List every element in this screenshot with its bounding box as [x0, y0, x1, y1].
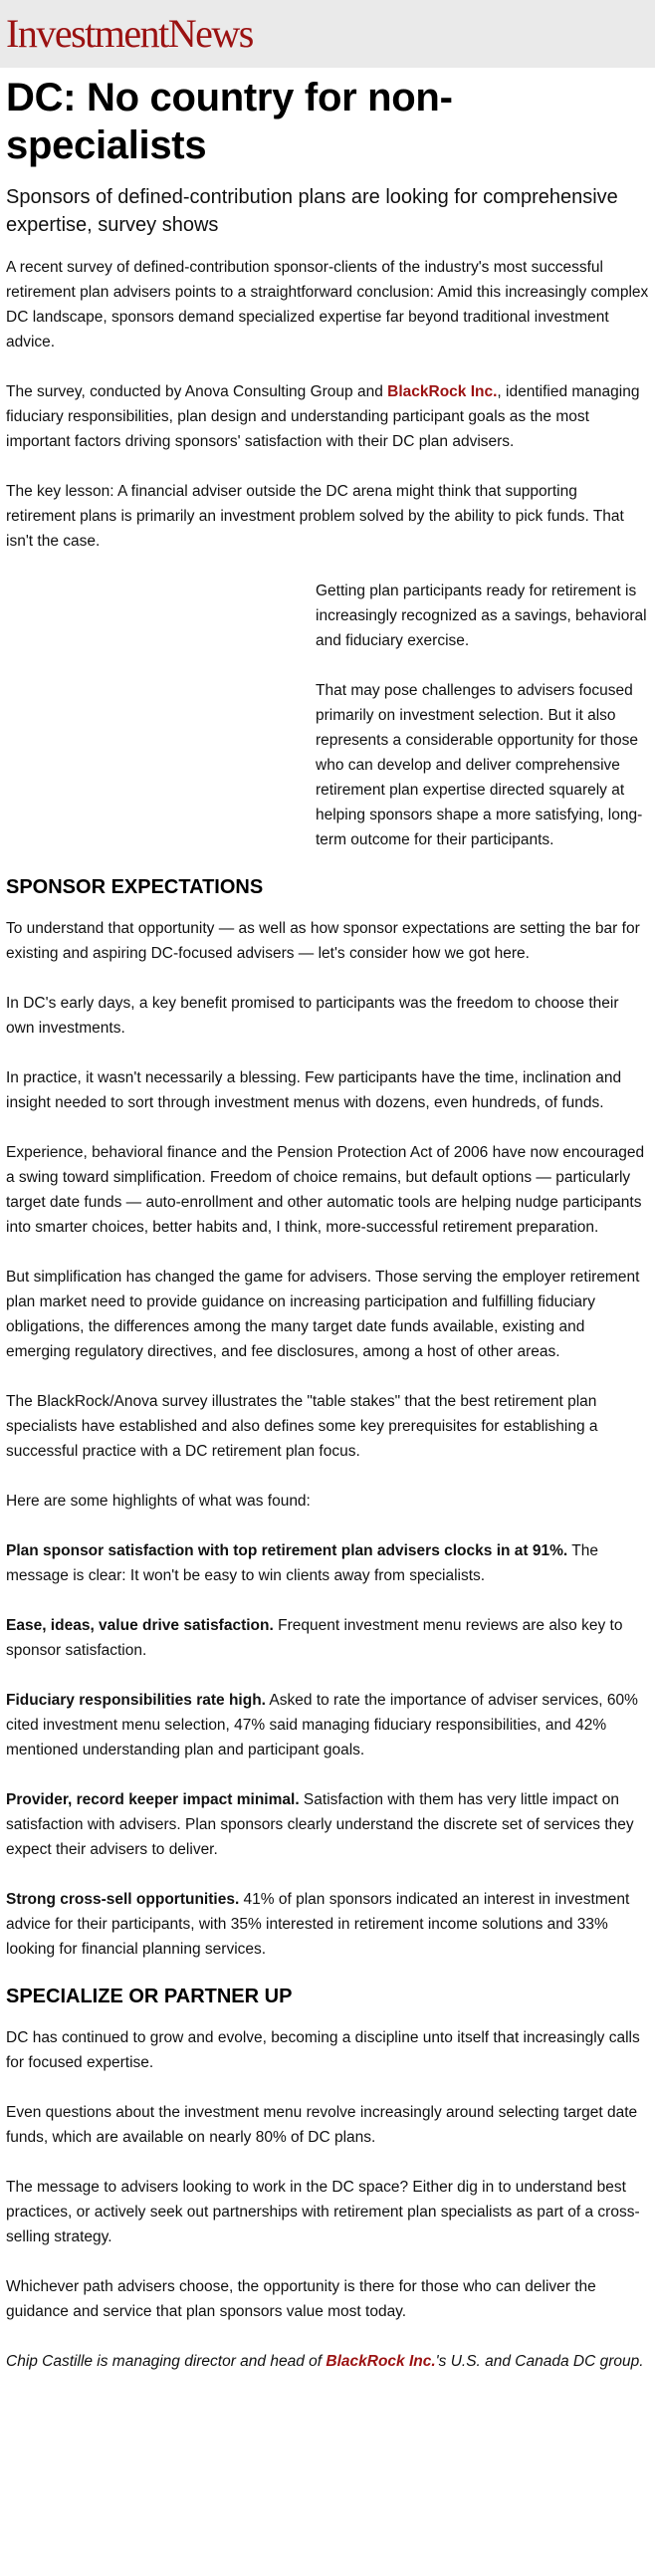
section1-paragraph: Here are some highlights of what was found:: [6, 1493, 311, 1510]
intro-paragraph-5: That may pose challenges to advisers focused primarily on investment selection. But it also represents a considerable opportunity for those who can develop and deliver comprehensive retirement plan expertise directed squarely at helping sponsors shape a more satisfying, long-term outcome for their participants.: [316, 682, 643, 848]
blackrock-company-link[interactable]: BlackRock Inc.: [387, 383, 498, 400]
section-heading-specialize-or-partner-up: SPECIALIZE OR PARTNER UP: [6, 1986, 293, 2007]
article-headline: DC: No country for non-specialists: [6, 76, 453, 167]
author-byline: [6, 2349, 649, 2374]
highlight-item: [6, 1787, 649, 1862]
highlight-lead: Ease, ideas, value drive satisfaction.: [6, 1617, 274, 1634]
section-heading-sponsor-expectations: SPONSOR EXPECTATIONS: [6, 876, 264, 898]
section1-paragraph: The BlackRock/Anova survey illustrates the "table stakes" that the best retirement plan specialists have established and also defines some key prerequisites for establishing a successful practice with a DC retirement plan focus.: [6, 1393, 598, 1460]
highlight-lead: Plan sponsor satisfaction with top retirement plan advisers clocks in at 91%.: [6, 1542, 568, 1559]
intro-text: The survey, conducted by Anova Consulting Group and: [6, 383, 388, 400]
section1-paragraph: Experience, behavioral finance and the Pension Protection Act of 2006 have now encouraged a swing toward simplification. Freedom of choice remains, but default options — particularly target date funds — auto-enrollment and other automatic tools are helping nudge participants into smarter choices, better habits and, I think, more-successful retirement preparation.: [6, 1144, 645, 1236]
blackrock-company-link[interactable]: BlackRock Inc.: [326, 2353, 436, 2370]
section2-paragraph: Even questions about the investment menu revolve increasingly around selecting target date funds, which are available on nearly 80% of DC plans.: [6, 2104, 638, 2146]
byline-text: 's U.S. and Canada DC group.: [435, 2353, 644, 2370]
blank-media-space: [6, 579, 316, 867]
logo-text: InvestmentNews: [6, 11, 253, 56]
highlight-text: Frequent investment menu reviews are also key to sponsor satisfaction.: [6, 1617, 623, 1659]
highlight-lead: Fiduciary responsibilities rate high.: [6, 1692, 266, 1709]
section1-paragraph: In practice, it wasn't necessarily a blessing. Few participants have the time, inclination and insight needed to sort through investment menus with dozens, even hundreds, of funds.: [6, 1069, 622, 1111]
section1-paragraph: To understand that opportunity — as well as how sponsor expectations are setting the bar for existing and aspiring DC-focused advisers — let's consider how we got here.: [6, 920, 640, 962]
highlight-item: [6, 1688, 649, 1762]
section2-paragraph: Whichever path advisers choose, the opportunity is there for those who can deliver the guidance and service that plan sponsors value most today.: [6, 2278, 596, 2320]
highlight-item: [6, 1613, 649, 1663]
section1-paragraph: But simplification has changed the game for advisers. Those serving the employer retirement plan market need to provide guidance on increasing participation and fulfilling fiduciary obligations, the differences among the many target date funds available, existing and emerging regulatory directives, and fee disclosures, among a host of other areas.: [6, 1269, 640, 1360]
highlight-item: [6, 1538, 649, 1588]
intro-paragraph-1: A recent survey of defined-contribution sponsor-clients of the industry's most successful retirement plan advisers points to a straightforward conclusion: Amid this increasingly complex DC landscape, sponsors demand specialized expertise far beyond traditional investment advice.: [6, 259, 649, 351]
highlight-text: The message is clear: It won't be easy to win clients away from specialists.: [6, 1542, 598, 1584]
article: [0, 74, 655, 2419]
highlight-lead: Strong cross-sell opportunities.: [6, 1891, 240, 1908]
article-deck: Sponsors of defined-contribution plans are looking for comprehensive expertise, survey shows: [6, 186, 618, 236]
section2-paragraph: The message to advisers looking to work in the DC space? Either dig in to understand best practices, or actively seek out partnerships with retirement plan specialists as part of a cross-selling strategy.: [6, 2179, 640, 2245]
intro-text: , identified managing fiduciary responsibilities, plan design and understanding participant goals as the most important factors driving sponsors' satisfaction with their DC plan advisers.: [6, 383, 640, 450]
intro-paragraph-4: Getting plan participants ready for retirement is increasingly recognized as a savings, behavioral and fiduciary exercise.: [316, 583, 647, 649]
masthead: [0, 0, 655, 68]
highlight-lead: Provider, record keeper impact minimal.: [6, 1791, 300, 1808]
highlight-item: [6, 1887, 649, 1962]
highlight-text: Satisfaction with them has very little impact on satisfaction with advisers. Plan sponsors clearly understand the discrete set of services they expect their advisers to deliver.: [6, 1791, 634, 1858]
section2-paragraph: DC has continued to grow and evolve, becoming a discipline unto itself that increasingly calls for focused expertise.: [6, 2029, 640, 2071]
investmentnews-logo[interactable]: [6, 11, 253, 56]
section1-paragraph: In DC's early days, a key benefit promised to participants was the freedom to choose their own investments.: [6, 995, 619, 1037]
highlight-text: Asked to rate the importance of adviser services, 60% cited investment menu selection, 47% said managing fiduciary responsibilities, and 42% mentioned understanding plan and participant goals.: [6, 1692, 638, 1758]
byline-text: Chip Castille is managing director and head of: [6, 2353, 327, 2370]
intro-paragraph-2: [6, 379, 649, 454]
intro-paragraph-3: The key lesson: A financial adviser outside the DC arena might think that supporting retirement plans is primarily an investment problem solved by the ability to pick funds. That isn't the case.: [6, 483, 624, 550]
highlight-text: 41% of plan sponsors indicated an interest in investment advice for their participants, with 35% interested in retirement income solutions and 33% looking for financial planning services.: [6, 1891, 630, 1958]
